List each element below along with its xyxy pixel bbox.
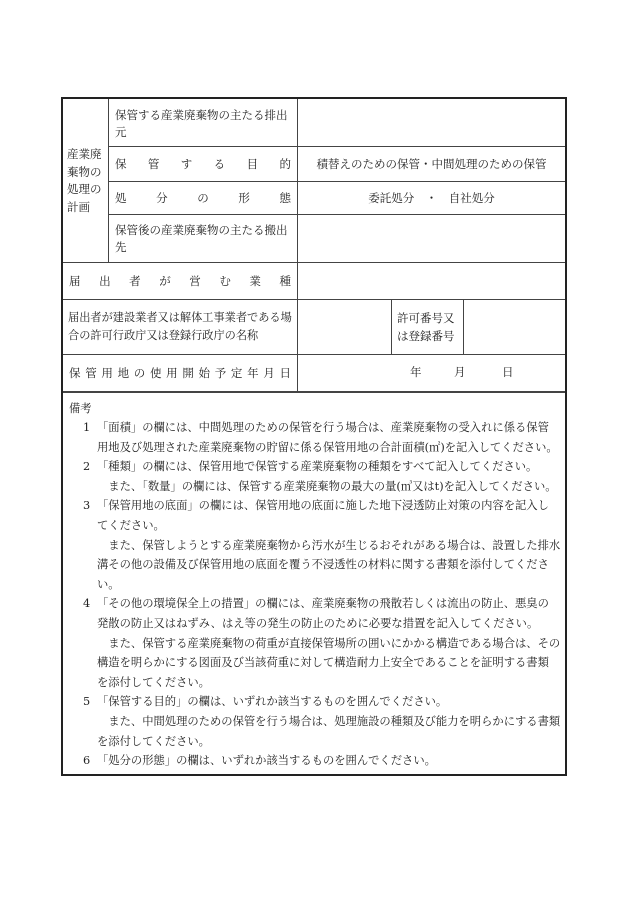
note-line: 「保管用地の底面」の欄には、保管用地の底面に施した地下浸透防止対策の内容を記入し	[97, 499, 549, 513]
disposal-label: 処 分 の 形 態	[115, 190, 291, 205]
note-line: 発散の防止又はねずみ、はえ等の発生の防止のために必要な措置を記入してください。	[97, 617, 539, 630]
purpose-field[interactable]: 積替えのための保管・中間処理のための保管	[316, 156, 547, 171]
plan-header-line: 産業廃	[67, 147, 102, 161]
note-number: 6	[83, 754, 91, 768]
note-line: を添付してください。	[97, 675, 210, 689]
business-label: 届 出 者 が 営 む 業 種	[69, 273, 291, 288]
notes-divider	[63, 391, 565, 393]
note-number: 1	[83, 421, 91, 434]
permit-number-field[interactable]	[464, 300, 565, 354]
note-line: 「その他の環境保全上の措置」の欄には、産業廃棄物の飛散若しくは流出の防止、悪臭の	[97, 597, 549, 611]
note-line: 用地及び処理された産業廃棄物の貯留に係る保管用地の合計面積(㎡)を記入してください。	[97, 440, 558, 454]
note-line: また、「数量」の欄には、保管する産業廃棄物の最大の量(㎥又はt)を記入してください。	[97, 479, 557, 493]
col-divider	[391, 299, 392, 354]
notes-title: 備考	[69, 402, 92, 415]
day-unit: 日	[502, 365, 514, 379]
note-line: 「保管する目的」の欄は、いずれか該当するものを囲んでください。	[97, 695, 448, 709]
note-line: い。	[97, 577, 120, 591]
carryout-label: 保管後の産業廃棄物の主たる搬出先	[115, 222, 288, 254]
business-field[interactable]	[298, 263, 565, 299]
permit-number-label: 許可番号又は登録番号	[397, 311, 455, 343]
start-date-field[interactable]	[298, 355, 565, 391]
plan-header	[67, 146, 107, 216]
disposal-field[interactable]: 委託処分 ・ 自社処分	[368, 190, 495, 205]
permit-label: 届出者が建設業者又は解体工事業者である場合の許可行政庁又は登録行政庁の名称	[68, 311, 292, 342]
purpose-label: 保 管 す る 目 的	[115, 156, 291, 171]
month-unit: 月	[454, 365, 466, 379]
note-number: 4	[83, 597, 91, 611]
note-line: また、保管する産業廃棄物の荷重が直接保管場所の囲いにかかる構造である場合は、その	[97, 636, 561, 650]
permit-authority-field[interactable]	[298, 300, 391, 354]
note-line: また、保管しようとする産業廃棄物から汚水が生じるおそれがある場合は、設置した排水	[97, 538, 561, 552]
note-line: 「処分の形態」の欄は、いずれか該当するものを囲んでください。	[97, 754, 436, 768]
year-unit: 年	[410, 365, 422, 379]
plan-header-line: 計画	[67, 199, 90, 214]
plan-header-line: 棄物の	[67, 164, 102, 179]
note-line: 「面積」の欄には、中間処理のための保管を行う場合は、産業廃棄物の受入れに係る保管	[97, 421, 549, 434]
col-divider	[108, 99, 109, 262]
note-number: 5	[83, 695, 91, 709]
note-line: 溝その他の設備及び保管用地の底面を覆う不浸透性の材料に関する書類を添付してくださ	[97, 558, 549, 572]
note-number: 2	[83, 460, 91, 474]
note-line: また、中間処理のための保管を行う場合は、処理施設の種類及び能力を明らかにする書類	[97, 715, 561, 728]
plan-header-line: 処理の	[67, 182, 102, 196]
note-line: 「種類」の欄には、保管用地で保管する産業廃棄物の種類をすべて記入してください。	[97, 460, 538, 474]
start-date-label: 保 管 用 地 の 使 用 開 始 予 定 年 月 日	[69, 365, 291, 380]
note-number: 3	[83, 499, 91, 513]
source-field[interactable]	[298, 99, 565, 146]
source-label: 保管する産業廃棄物の主たる排出元	[115, 107, 288, 139]
waste-storage-form	[61, 97, 567, 776]
note-line: を添付してください。	[97, 734, 210, 748]
carryout-field[interactable]	[298, 215, 565, 262]
note-line: てください。	[97, 519, 165, 532]
note-line: 構造を明らかにする図面及び当該荷重に対して構造耐力上安全であることを証明する書類	[97, 656, 549, 670]
